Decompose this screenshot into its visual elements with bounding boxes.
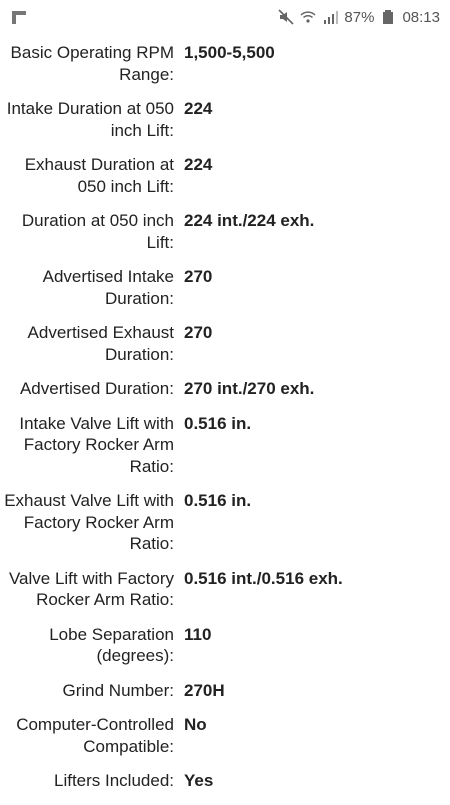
spec-label: Advertised Intake Duration: — [42, 267, 174, 308]
spec-row — [0, 568, 450, 611]
spec-row — [0, 98, 450, 141]
wifi-icon — [300, 9, 316, 25]
spec-value: 270H — [184, 680, 225, 700]
spec-value: Yes — [184, 771, 214, 790]
spec-row — [0, 413, 450, 478]
spec-value: 270 — [184, 267, 213, 286]
battery-icon — [380, 9, 396, 25]
spec-label: Grind Number: — [62, 680, 174, 700]
spec-label: Duration at 050 inch Lift: — [21, 211, 174, 252]
spec-value: 1,500-5,500 — [184, 43, 275, 62]
spec-label: Valve Lift with Factory Rocker Arm Ratio: — [8, 568, 174, 609]
spec-value: 0.516 in. — [184, 413, 252, 433]
spec-value: 224 — [184, 155, 213, 174]
spec-label: Intake Valve Lift with Factory Rocker Arm Ratio: — [19, 413, 174, 476]
spec-label: Computer-Controlled Compatible: — [16, 715, 174, 756]
spec-table — [0, 42, 450, 805]
spec-value: 0.516 in. — [184, 491, 252, 510]
spec-row — [0, 680, 450, 702]
spec-label: Basic Operating RPM Range: — [10, 43, 174, 84]
spec-label: Lifters Included: — [53, 771, 174, 790]
spec-row — [0, 42, 450, 85]
spec-row — [0, 322, 450, 365]
spec-row — [0, 378, 450, 400]
spec-row — [0, 154, 450, 197]
spec-value: No — [184, 715, 207, 734]
spec-row — [0, 624, 450, 667]
spec-value: 270 — [184, 323, 213, 342]
spec-label: Advertised Exhaust Duration: — [27, 323, 174, 364]
spec-label: Exhaust Duration at 050 inch Lift: — [24, 155, 174, 196]
battery-percentage: 87% — [344, 8, 375, 26]
spec-row — [0, 714, 450, 757]
spec-row — [0, 490, 450, 555]
spec-value: 0.516 int./0.516 exh. — [184, 568, 343, 588]
spec-value: 270 int./270 exh. — [184, 379, 315, 398]
mute-icon — [278, 9, 294, 25]
spec-value: 224 — [184, 99, 213, 118]
app-notification-icon — [10, 8, 28, 26]
spec-label: Advertised Duration: — [19, 379, 174, 398]
spec-value: 224 int./224 exh. — [184, 211, 315, 230]
spec-row — [0, 266, 450, 309]
clock: 08:13 — [402, 8, 440, 26]
status-bar — [0, 0, 450, 34]
spec-label: Exhaust Valve Lift with Factory Rocker Arm Ratio: — [4, 491, 174, 553]
spec-row — [0, 210, 450, 253]
spec-row — [0, 770, 450, 792]
spec-value: 110 — [184, 624, 212, 644]
spec-label: Lobe Separation (degrees): — [49, 624, 174, 665]
spec-label: Intake Duration at 050 inch Lift: — [6, 99, 174, 140]
signal-icon — [322, 9, 338, 25]
